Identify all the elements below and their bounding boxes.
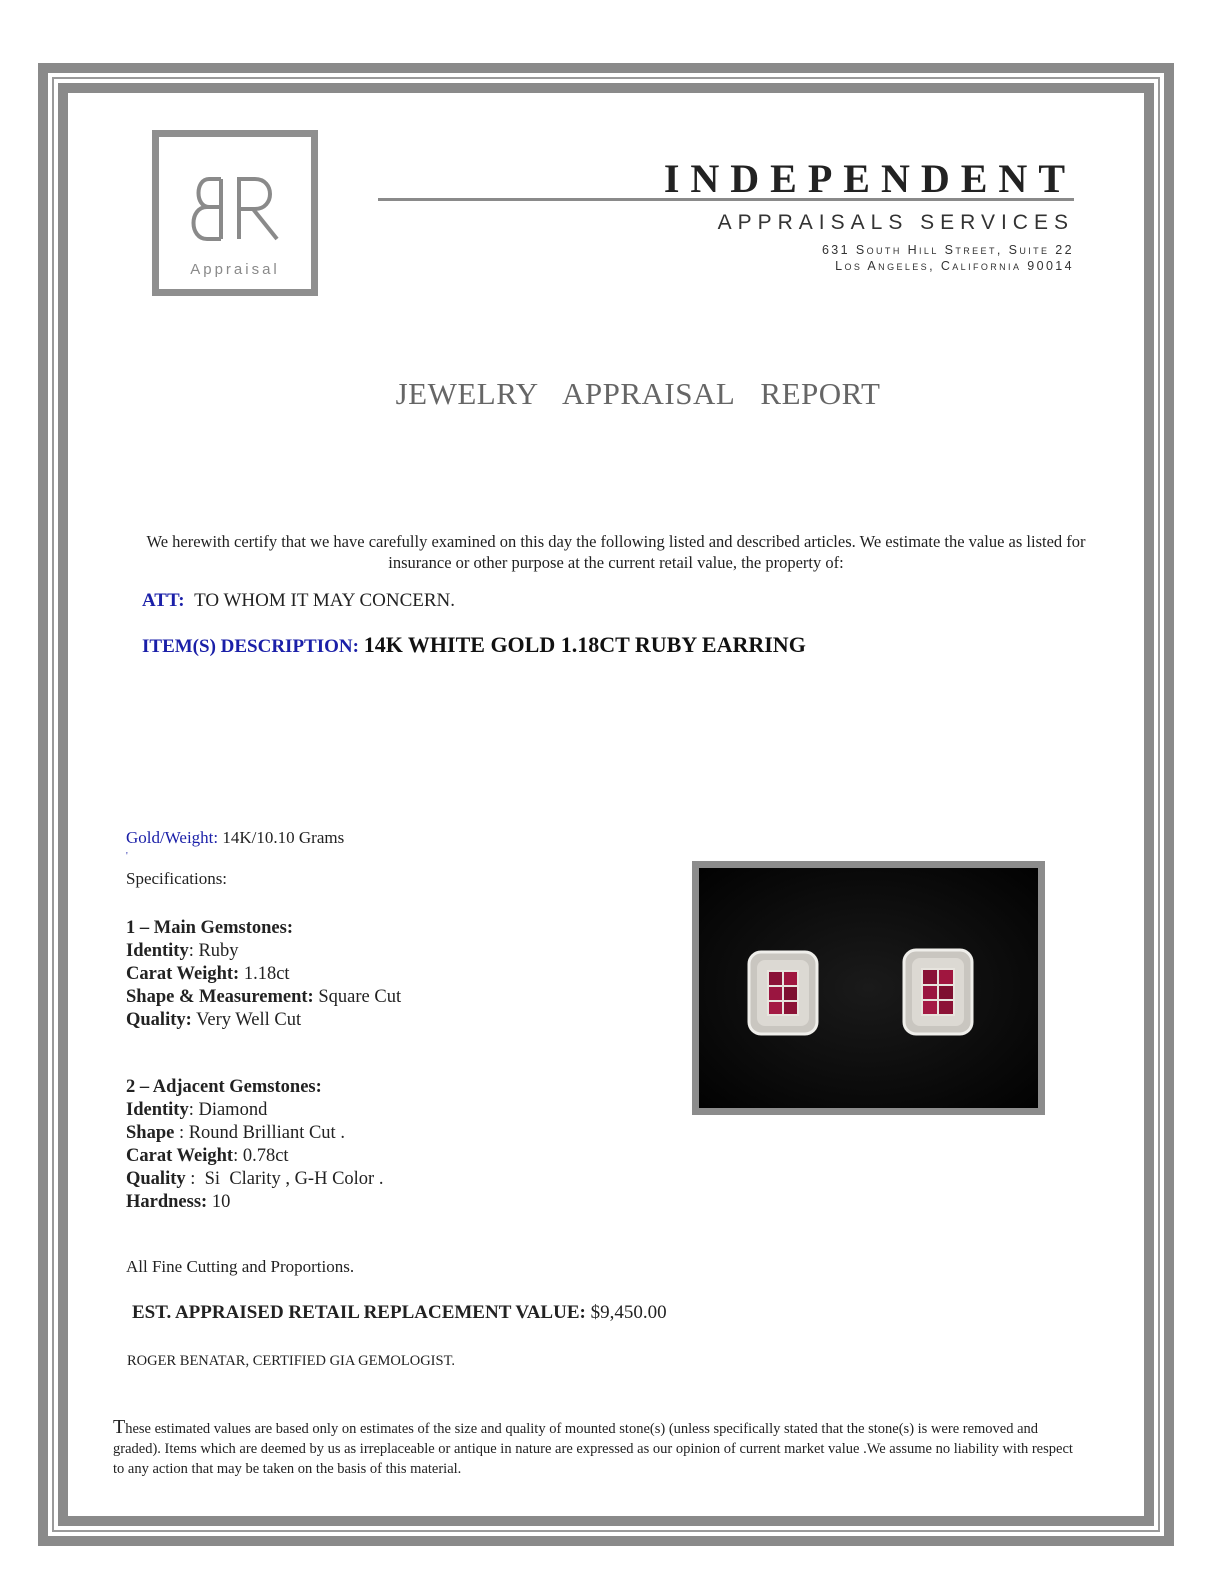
adj-carat-value: : 0.78ct [233, 1146, 289, 1166]
appraised-value [132, 1302, 667, 1324]
disclaimer-first-letter: T [113, 1416, 126, 1438]
disclaimer [113, 1417, 1073, 1479]
adj-shape-label: Shape [126, 1123, 175, 1143]
logo-caption: Appraisal [190, 261, 280, 278]
address-line-2: Los Angeles, California 90014 [835, 259, 1074, 273]
adj-carat-label: Carat Weight [126, 1146, 234, 1166]
earring-photo [699, 868, 1038, 1108]
adj-carat [126, 1145, 289, 1168]
adjacent-gemstones-heading: 2 – Adjacent Gemstones: [126, 1077, 322, 1097]
item-description-label: ITEM(S) DESCRIPTION: [142, 636, 359, 657]
main-identity-value: : Ruby [188, 941, 239, 961]
gold-weight [126, 828, 344, 848]
attention-line [142, 590, 455, 612]
adj-quality-label: Quality [126, 1169, 186, 1189]
adj-hardness-label: Hardness: [126, 1192, 208, 1212]
gold-weight-label: Gold/Weight: [126, 828, 219, 847]
main-shape-label: Shape & Measurement: [126, 987, 314, 1007]
main-gemstones-heading: 1 – Main Gemstones: [126, 918, 293, 938]
att-value: TO WHOM IT MAY CONCERN. [194, 590, 456, 611]
tick-mark: ' [126, 851, 128, 862]
adj-hardness [126, 1191, 230, 1214]
adj-identity-value: : Diamond [188, 1100, 268, 1120]
main-quality [126, 1009, 301, 1032]
att-label: ATT: [142, 590, 185, 611]
main-carat-value: 1.18ct [239, 964, 290, 984]
report-title: JEWELRY APPRAISAL REPORT [395, 376, 881, 411]
adj-identity [126, 1099, 267, 1122]
adj-shape [126, 1122, 345, 1145]
brand-subtitle: APPRAISALS SERVICES [717, 211, 1074, 234]
adj-shape-value: : Round Brilliant Cut . [174, 1123, 345, 1143]
item-description-value: 14K WHITE GOLD 1.18CT RUBY EARRING [363, 632, 806, 657]
specifications-label: Specifications: [126, 869, 228, 888]
adj-identity-label: Identity [126, 1100, 189, 1120]
main-quality-value: Very Well Cut [191, 1010, 302, 1030]
main-carat-label: Carat Weight: [126, 964, 240, 984]
appraised-value-amount: $9,450.00 [590, 1302, 667, 1323]
brand-name: INDEPENDENT [663, 156, 1076, 201]
main-quality-label: Quality: [126, 1010, 192, 1030]
certification-text: We herewith certify that we have carefully examined on this day the following listed and described articles. We estimate the value as listed for insurance or other purpose at the current retail value, the property of: [146, 532, 1086, 572]
disclaimer-text: hese estimated values are based only on estimates of the size and quality of mounted stone(s) (unless specifically stated that the stone(s) is were removed and graded). Items which are deemed by us as irreplaceable or antique in nature are expressed as our opinion of current market value .We assume no liability with respect to any action that may be taken on the basis of this material. [113, 1421, 1073, 1477]
adj-quality-value: : Si Clarity , G-H Color . [185, 1169, 384, 1189]
main-shape-value: Square Cut [313, 987, 402, 1007]
cutting-note: All Fine Cutting and Proportions. [126, 1257, 355, 1276]
adj-quality [126, 1168, 383, 1191]
gold-weight-value: 14K/10.10 Grams [222, 828, 345, 847]
appraised-value-label: EST. APPRAISED RETAIL REPLACEMENT VALUE: [132, 1302, 586, 1323]
item-description [142, 632, 806, 658]
address-line-1: 631 South Hill Street, Suite 22 [821, 243, 1074, 257]
adj-hardness-value: 10 [207, 1192, 231, 1212]
ruby-earrings-image [699, 868, 1038, 1108]
main-identity-label: Identity [126, 941, 189, 961]
main-carat [126, 963, 290, 986]
appraiser-signature-line: ROGER BENATAR, CERTIFIED GIA GEMOLOGIST. [127, 1353, 455, 1369]
main-shape [126, 986, 401, 1009]
main-identity [126, 940, 239, 963]
